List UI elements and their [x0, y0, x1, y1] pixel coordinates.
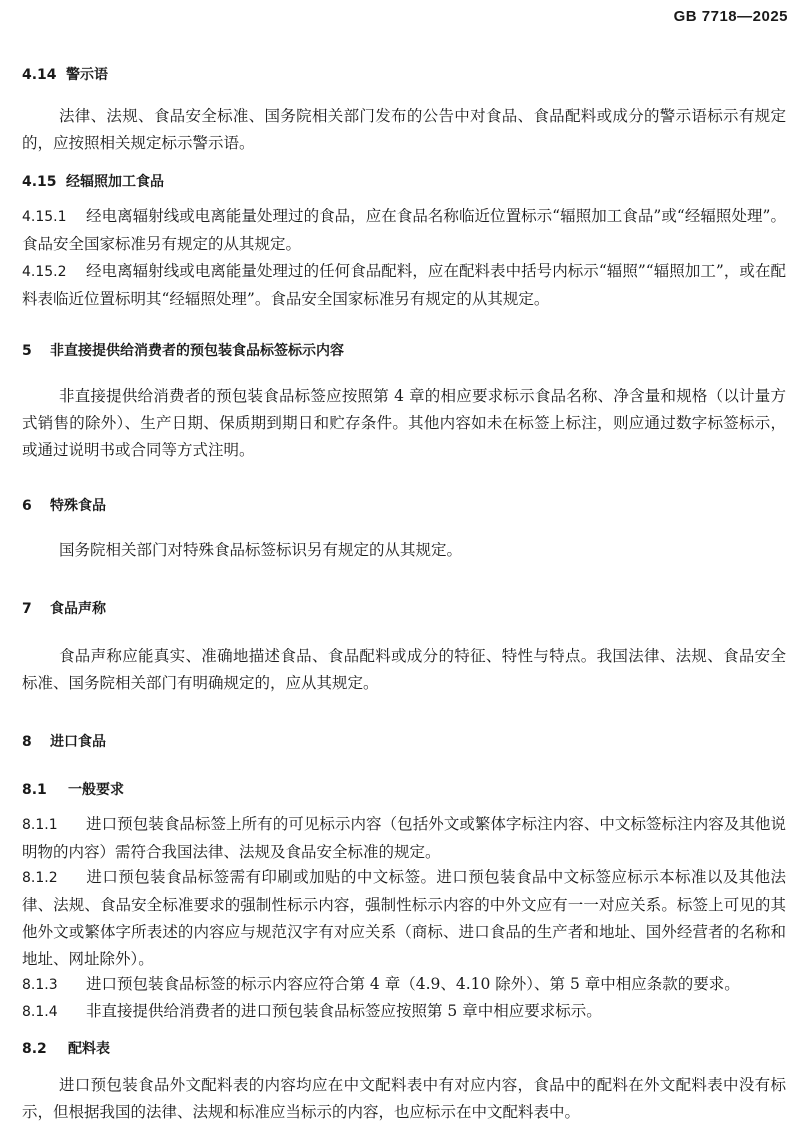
clause-8-1-3	[22, 971, 786, 999]
heading-8-1	[22, 779, 124, 799]
section-number: 4.15	[22, 174, 57, 190]
clause-text: 进口预包装食品标签需有印刷或加贴的中文标签。进口预包装食品中文标签应标示本标准以及其他法律、法规、食品安全标准要求的强制性标示内容，强制性标示内容的中外文应有一一对应关系。标签上可见的其他外文或繁体字所表述的内容应与规范汉字有对应关系（商标、进口食品的生产者和地址、国外经营者的名称和地址、网址除外）。	[22, 868, 786, 968]
clause-number: 8.1.1	[22, 817, 58, 833]
paragraph-5: 非直接提供给消费者的预包装食品标签应按照第 4 章的相应要求标示食品名称、净含量和规格（以计量方式销售的除外）、生产日期、保质期到期日和贮存条件。其他内容如未在标签上标注，则应通过数字标签标示，或通过说明书或合同等方式注明。	[22, 387, 786, 459]
section-number: 8.2	[22, 1041, 47, 1057]
clause-8-1-2	[22, 864, 786, 973]
heading-6	[22, 495, 106, 515]
clause-text: 进口预包装食品标签的标示内容应符合第 4 章（4.9、4.10 除外）、第 5 章中相应条款的要求。	[86, 975, 740, 993]
clause-4-15-2	[22, 258, 786, 313]
section-title: 非直接提供给消费者的预包装食品标签标示内容	[50, 343, 344, 359]
section-title: 一般要求	[68, 782, 124, 798]
section-title: 警示语	[66, 67, 108, 83]
clause-number: 8.1.3	[22, 977, 58, 993]
paragraph-6: 国务院相关部门对特殊食品标签标识另有规定的从其规定。	[59, 541, 463, 559]
heading-8-2	[22, 1038, 110, 1058]
heading-4-15	[22, 171, 164, 191]
clause-number: 8.1.4	[22, 1004, 58, 1020]
standard-code: GB 7718—2025	[673, 8, 788, 25]
section-number: 4.14	[22, 67, 57, 83]
clause-text: 经电离辐射线或电离能量处理过的食品，应在食品名称临近位置标示“辐照加工食品”或“经辐照处理”。食品安全国家标准另有规定的从其规定。	[22, 207, 786, 253]
clause-text: 经电离辐射线或电离能量处理过的任何食品配料，应在配料表中括号内标示“辐照”“辐照加工”，或在配料表临近位置标明其“经辐照处理”。食品安全国家标准另有规定的从其规定。	[22, 262, 786, 308]
clause-8-1-4	[22, 998, 786, 1026]
section-number: 5	[22, 343, 32, 359]
heading-8	[22, 731, 106, 751]
section-number: 8.1	[22, 782, 47, 798]
clause-text: 进口预包装食品标签上所有的可见标示内容（包括外文或繁体字标注内容、中文标签标注内容及其他说明物的内容）需符合我国法律、法规及食品安全标准的规定。	[22, 815, 786, 861]
section-title: 经辐照加工食品	[66, 174, 164, 190]
section-title: 特殊食品	[50, 498, 106, 514]
heading-4-14	[22, 64, 108, 84]
section-title: 配料表	[68, 1041, 110, 1057]
clause-4-15-1	[22, 203, 786, 258]
paragraph-4-14: 法律、法规、食品安全标准、国务院相关部门发布的公告中对食品、食品配料或成分的警示语标示有规定的，应按照相关规定标示警示语。	[22, 107, 786, 152]
section-title: 食品声称	[50, 601, 106, 617]
clause-text: 非直接提供给消费者的进口预包装食品标签应按照第 5 章中相应要求标示。	[86, 1002, 602, 1020]
section-number: 7	[22, 601, 32, 617]
clause-8-1-1	[22, 811, 786, 866]
heading-7	[22, 598, 106, 618]
section-title: 进口食品	[50, 734, 106, 750]
paragraph-8-2: 进口预包装食品外文配料表的内容均应在中文配料表中有对应内容，食品中的配料在外文配料表中没有标示，但根据我国的法律、法规和标准应当标示的内容，也应标示在中文配料表中。	[22, 1076, 786, 1121]
paragraph-7: 食品声称应能真实、准确地描述食品、食品配料或成分的特征、特性与特点。我国法律、法规、食品安全标准、国务院相关部门有明确规定的，应从其规定。	[22, 647, 786, 692]
section-number: 6	[22, 498, 32, 514]
clause-number: 4.15.1	[22, 209, 67, 225]
clause-number: 4.15.2	[22, 264, 67, 280]
section-number: 8	[22, 734, 32, 750]
clause-number: 8.1.2	[22, 870, 58, 886]
heading-5	[22, 340, 344, 360]
